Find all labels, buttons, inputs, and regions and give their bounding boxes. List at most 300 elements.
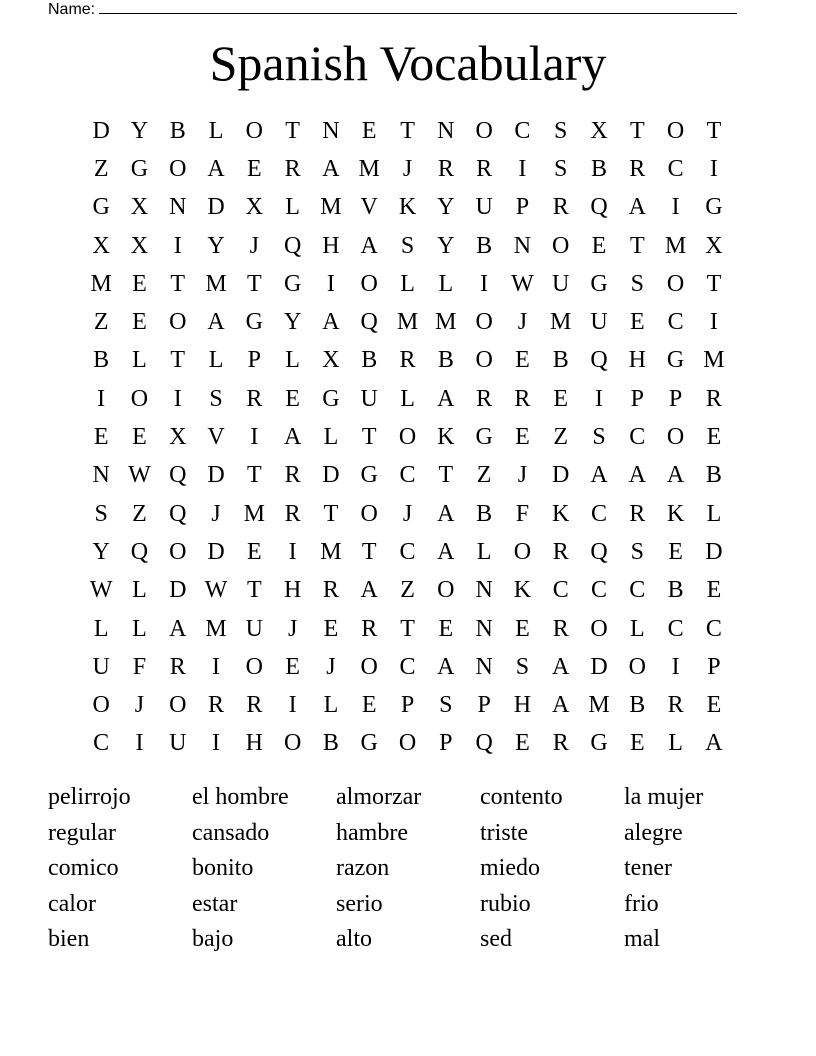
grid-letter: O [666,270,685,297]
grid-letter: W [89,577,113,604]
grid-letter: E [553,385,569,412]
grid-letter: B [169,117,186,144]
name-field [48,0,737,19]
word-list-item: pelirrojo [48,784,131,810]
grid-letter: T [438,462,454,489]
grid-letter: G [283,270,302,297]
grid-letter: O [360,500,378,527]
grid-letter: E [361,117,377,144]
grid-letter: R [246,692,263,719]
word-list-item: alegre [624,819,683,846]
grid-letter: L [208,347,224,374]
grid-letter: E [132,270,147,297]
grid-letter: M [396,309,419,336]
grid-letter: Q [590,194,608,221]
grid-letter: L [400,385,415,412]
grid-letter: R [284,500,301,527]
grid-letter: O [666,424,685,451]
word-list-item: mal [624,926,660,952]
word-list-item: hambre [336,819,408,846]
grid-letter: U [92,653,110,680]
grid-letter: M [205,270,227,297]
grid-letter: O [666,117,685,144]
grid-letter: M [243,500,265,527]
grid-letter: K [552,500,570,527]
grid-letter: A [628,194,646,221]
grid-letter: M [320,194,342,221]
letter-grid [82,112,733,763]
grid-letter: H [628,347,646,374]
grid-letter: M [703,347,725,374]
grid-letter: H [245,730,263,757]
grid-letter: T [323,500,339,527]
grid-letter: W [204,577,228,604]
grid-letter: G [92,194,110,221]
grid-letter: E [247,155,262,182]
grid-letter: X [322,347,340,374]
grid-letter: M [320,538,342,565]
grid-letter: Z [553,424,569,451]
grid-letter: O [130,385,149,412]
grid-letter: O [360,270,378,297]
grid-letter: L [132,615,147,642]
grid-letter: Q [360,309,378,336]
grid-letter: A [322,155,340,182]
grid-letter: A [552,692,570,719]
grid-letter: E [132,309,147,336]
grid-letter: A [437,653,455,680]
grid-letter: B [437,347,454,374]
grid-letter: A [437,538,455,565]
grid-letter: E [591,232,607,259]
grid-letter: K [513,577,532,604]
grid-letter: T [247,577,262,604]
grid-letter: I [288,692,297,719]
grid-letter: J [517,462,528,489]
grid-letter: A [666,462,685,489]
grid-letter: R [705,385,722,412]
grid-letter: G [705,194,723,221]
grid-letter: O [628,653,646,680]
page-title: Spanish Vocabulary [209,35,607,91]
grid-letter: N [475,577,493,604]
grid-letter: Y [207,232,225,259]
grid-letter: R [552,615,569,642]
grid-letter: E [285,385,300,412]
grid-letter: Y [437,232,455,259]
grid-letter: H [322,232,340,259]
grid-letter: V [360,194,378,221]
grid-letter: C [591,577,608,604]
grid-letter: Z [93,309,109,336]
grid-letter: X [590,117,608,144]
grid-letter: E [247,538,262,565]
grid-letter: C [667,615,684,642]
grid-letter: B [705,462,722,489]
grid-letter: C [399,462,416,489]
grid-letter: J [402,500,413,527]
grid-letter: O [283,730,302,757]
grid-letter: P [630,385,644,412]
grid-letter: Q [475,730,493,757]
grid-letter: A [207,309,225,336]
grid-letter: M [550,309,572,336]
grid-letter: N [475,653,493,680]
grid-letter: J [134,692,145,719]
grid-letter: G [666,347,685,374]
grid-letter: O [169,692,187,719]
word-list-item: triste [480,819,528,846]
name-underline [99,0,737,14]
grid-letter: R [552,538,569,565]
grid-letter: J [249,232,259,259]
grid-letter: R [322,577,339,604]
grid-letter: L [323,424,339,451]
word-list-item: alto [336,926,372,952]
grid-letter: Y [92,538,110,565]
grid-letter: B [667,577,684,604]
grid-letter: M [588,692,610,719]
grid-letter: O [169,309,187,336]
grid-letter: M [358,155,380,182]
word-list-item: estar [192,890,238,917]
grid-letter: U [245,615,263,642]
grid-letter: D [92,117,110,144]
grid-letter: T [629,232,645,259]
grid-letter: K [666,500,685,527]
grid-letter: N [475,615,493,642]
grid-letter: T [629,117,645,144]
grid-letter: Q [283,232,302,259]
grid-letter: X [92,232,110,259]
word-list-item: miedo [480,855,540,881]
grid-letter: C [93,730,110,757]
grid-letter: L [285,194,300,221]
grid-letter: C [667,309,684,336]
grid-letter: S [554,117,568,144]
grid-letter: W [511,270,534,297]
grid-letter: B [476,232,493,259]
word-list-item: contento [480,784,563,810]
grid-letter: H [513,692,532,719]
grid-letter: J [326,653,336,680]
grid-letter: P [439,730,453,757]
grid-letter: T [706,117,722,144]
grid-letter: Q [130,538,149,565]
word-list-item: bien [48,926,90,952]
grid-letter: D [207,194,225,221]
grid-letter: I [97,385,106,412]
grid-letter: U [475,194,493,221]
grid-letter: X [130,232,149,259]
grid-letter: E [629,730,645,757]
grid-letter: L [400,270,415,297]
word-list-item: razon [336,855,390,881]
grid-letter: S [400,232,415,259]
grid-letter: X [705,232,723,259]
grid-letter: T [706,270,722,297]
grid-letter: T [170,347,186,374]
grid-letter: R [284,462,301,489]
grid-letter: O [360,653,378,680]
grid-letter: B [322,730,339,757]
grid-letter: T [400,615,415,642]
grid-letter: G [590,730,608,757]
grid-letter: G [475,424,493,451]
grid-letter: E [361,692,377,719]
word-list-item: calor [48,890,96,917]
grid-letter: L [285,347,300,374]
grid-letter: G [360,462,378,489]
grid-letter: T [170,270,186,297]
grid-letter: P [515,194,530,221]
grid-letter: A [437,500,455,527]
grid-letter: L [208,117,224,144]
grid-letter: S [592,424,606,451]
grid-letter: R [361,615,378,642]
grid-letter: C [591,500,608,527]
grid-letter: T [361,538,377,565]
grid-letter: P [247,347,262,374]
grid-letter: Q [590,347,608,374]
grid-letter: I [671,194,680,221]
grid-letter: R [399,347,416,374]
grid-letter: S [209,385,223,412]
grid-letter: P [400,692,415,719]
word-list-item: almorzar [336,784,422,810]
grid-letter: I [288,538,297,565]
grid-letter: A [628,462,646,489]
grid-letter: Q [590,538,608,565]
grid-letter: T [247,462,262,489]
grid-letter: F [515,500,530,527]
grid-letter: E [285,653,300,680]
grid-letter: R [667,692,684,719]
grid-letter: D [207,462,225,489]
grid-letter: Z [93,155,109,182]
grid-letter: S [94,500,108,527]
word-list-item: serio [336,890,383,917]
grid-letter: X [130,194,149,221]
grid-letter: G [360,730,378,757]
grid-letter: O [92,692,110,719]
word-list-item: el hombre [192,784,289,810]
grid-letter: V [207,424,225,451]
word-list-item: bonito [192,855,254,881]
grid-letter: U [590,309,608,336]
grid-letter: I [173,385,182,412]
grid-letter: N [437,117,455,144]
grid-letter: Q [169,500,187,527]
grid-letter: R [552,194,569,221]
grid-letter: D [322,462,340,489]
grid-letter: E [323,615,339,642]
grid-letter: R [476,385,493,412]
grid-letter: C [705,615,722,642]
grid-letter: B [476,500,493,527]
grid-letter: M [205,615,227,642]
grid-letter: Y [130,117,149,144]
grid-letter: A [360,577,378,604]
grid-letter: A [207,155,225,182]
grid-letter: O [475,309,493,336]
grid-letter: C [667,155,684,182]
grid-letter: X [169,424,187,451]
grid-letter: Q [169,462,187,489]
grid-letter: W [128,462,151,489]
grid-letter: U [360,385,378,412]
grid-letter: B [629,692,646,719]
word-list-item: tener [624,855,672,881]
grid-letter: I [173,232,182,259]
grid-letter: S [630,270,644,297]
grid-letter: E [706,577,722,604]
grid-letter: J [517,309,528,336]
grid-letter: X [245,194,263,221]
grid-letter: B [93,347,110,374]
word-list-item: sed [480,926,512,952]
grid-letter: B [361,347,378,374]
grid-letter: Z [476,462,492,489]
grid-letter: E [668,538,683,565]
word-list-item: la mujer [624,784,704,810]
grid-letter: I [480,270,489,297]
grid-letter: D [207,538,225,565]
grid-letter: H [283,577,302,604]
word-list-item: cansado [192,819,270,846]
grid-letter: A [283,424,302,451]
grid-letter: R [169,653,186,680]
grid-letter: L [706,500,722,527]
grid-letter: S [515,653,530,680]
grid-letter: K [437,424,455,451]
grid-letter: R [552,730,569,757]
grid-letter: L [438,270,454,297]
grid-letter: R [246,385,263,412]
grid-letter: T [361,424,377,451]
grid-letter: T [400,117,415,144]
grid-letter: G [590,270,608,297]
word-list-item: rubio [480,890,531,917]
grid-letter: D [590,653,608,680]
grid-letter: O [552,232,570,259]
grid-letter: A [169,615,187,642]
grid-letter: G [322,385,340,412]
grid-letter: E [515,615,530,642]
grid-letter: E [515,730,530,757]
grid-letter: O [398,730,417,757]
grid-letter: O [398,424,417,451]
grid-letter: E [438,615,454,642]
grid-letter: I [250,424,259,451]
grid-letter: C [399,538,416,565]
grid-letter: U [169,730,187,757]
grid-letter: T [247,270,262,297]
grid-letter: J [287,615,298,642]
grid-letter: I [135,730,144,757]
grid-letter: B [591,155,608,182]
grid-letter: I [326,270,335,297]
grid-letter: P [668,385,683,412]
grid-letter: L [629,615,645,642]
grid-letter: E [706,424,722,451]
grid-letter: M [90,270,112,297]
grid-letter: P [477,692,491,719]
grid-letter: Y [283,309,302,336]
grid-letter: O [245,653,263,680]
grid-letter: C [552,577,569,604]
grid-letter: P [707,653,721,680]
grid-letter: R [476,155,493,182]
grid-letter: G [130,155,149,182]
grid-letter: L [132,347,147,374]
grid-letter: L [476,538,492,565]
grid-letter: E [132,424,147,451]
word-list-item: comico [48,855,119,881]
grid-letter: D [169,577,187,604]
name-label: Name: [48,1,96,18]
grid-letter: A [360,232,378,259]
grid-letter: I [518,155,527,182]
grid-letter: R [284,155,301,182]
grid-letter: N [513,232,532,259]
grid-letter: Y [437,194,455,221]
grid-letter: S [554,155,568,182]
grid-letter: B [552,347,569,374]
grid-letter: Z [132,500,147,527]
grid-letter: U [552,270,570,297]
grid-letter: A [552,653,570,680]
grid-letter: T [285,117,300,144]
grid-letter: J [211,500,221,527]
grid-letter: O [590,615,608,642]
grid-letter: O [437,577,455,604]
grid-letter: C [514,117,531,144]
grid-letter: L [132,577,147,604]
word-list [48,780,768,958]
grid-letter: L [323,692,339,719]
grid-letter: M [435,309,457,336]
grid-letter: C [629,424,646,451]
grid-letter: I [595,385,603,412]
grid-letter: O [245,117,263,144]
grid-letter: S [630,538,644,565]
word-list-item: frio [624,890,659,917]
word-list-item: regular [48,819,116,846]
grid-letter: R [437,155,454,182]
grid-letter: M [664,232,687,259]
grid-letter: N [92,462,110,489]
grid-letter: A [590,462,608,489]
grid-letter: A [437,385,455,412]
grid-letter: J [402,155,413,182]
grid-letter: R [208,692,225,719]
grid-letter: E [706,692,722,719]
grid-letter: E [629,309,645,336]
grid-letter: O [475,347,493,374]
grid-letter: L [668,730,683,757]
word-list-item: bajo [192,926,234,952]
grid-letter: L [93,615,109,642]
grid-letter: I [709,155,718,182]
grid-letter: C [399,653,416,680]
grid-letter: D [705,538,723,565]
grid-letter: O [513,538,532,565]
grid-letter: A [705,730,723,757]
grid-letter: E [515,424,530,451]
grid-letter: K [398,194,417,221]
grid-letter: F [132,653,147,680]
